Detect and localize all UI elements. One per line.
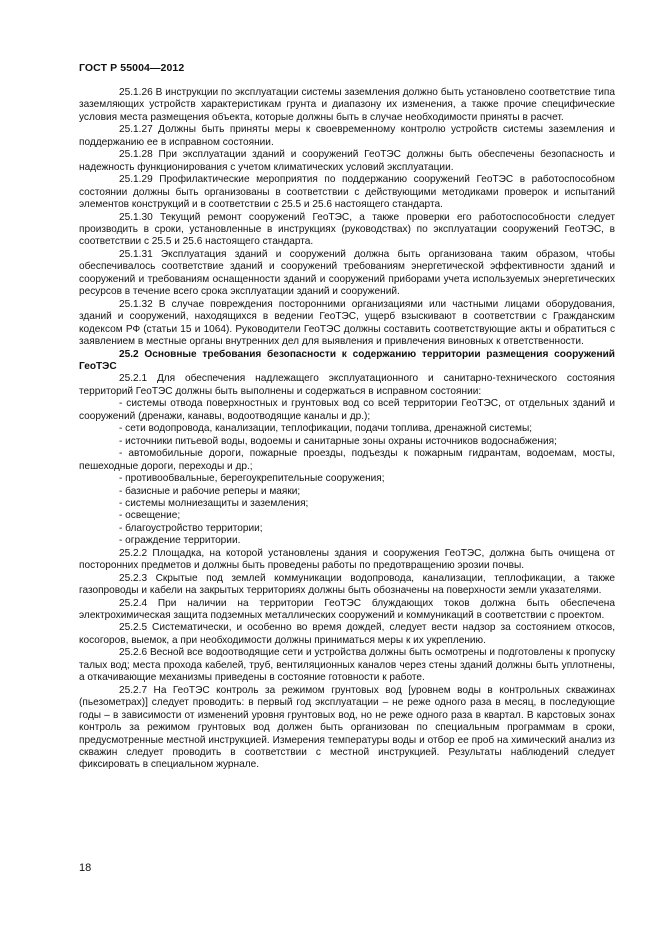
list-item: - автомобильные дороги, пожарные проезды, подъезды к пожарным гидрантам, водоемам, мосты, пешеходные дороги, переходы и др.; bbox=[79, 448, 615, 472]
paragraph-25-1-28: 25.1.28 При эксплуатации зданий и сооружений ГеоТЭС должны быть обеспечены безопасность и надежность функционирования с учетом климатических условий эксплуатации. bbox=[79, 149, 615, 173]
list-item: - сети водопровода, канализации, теплофикации, подачи топлива, дренажной системы; bbox=[119, 423, 533, 435]
section-heading-25-2: 25.2 Основные требования безопасности к содержанию территории размещения сооружений ГеоТЭС bbox=[79, 348, 615, 372]
paragraph-25-1-26: 25.1.26 В инструкции по эксплуатации системы заземления должно быть установлено соответствие типа заземляющих устройств характеристикам грунта и диапазону их изменения, а также прочие специфические условия места размещения объекта, которые должны быть в случае необходимости приняты в расчет. bbox=[79, 87, 615, 123]
paragraph-25-2-4: 25.2.4 При наличии на территории ГеоТЭС блуждающих токов должна быть обеспечена электрохимическая защита подземных металлических сооружений и коммуникаций в соответствии с проектом. bbox=[79, 597, 615, 622]
list-item: - противообвальные, берегоукрепительные сооружения; bbox=[119, 473, 385, 485]
list-item: - освещение; bbox=[119, 510, 181, 522]
paragraph-25-2-5: 25.2.5 Систематически, и особенно во время дождей, следует вести надзор за состоянием откосов, косогоров, выемок, а при необходимости должны приниматься меры к их укреплению. bbox=[79, 622, 615, 646]
paragraph-25-2-1: 25.2.1 Для обеспечения надлежащего эксплуатационного и санитарно-технического состояния территорий ГеоТЭС должны быть выполнены и содержаться в исправном состоянии: bbox=[79, 373, 615, 397]
page-content bbox=[79, 87, 615, 772]
list-item: - благоустройство территории; bbox=[119, 522, 263, 534]
paragraph-25-1-32: 25.1.32 В случае повреждения посторонними организациями или частными лицами оборудования, зданий и сооружений, находящихся в ведении ГеоТЭС, ущерб взыскивают в соответствии с Гражданским кодексом РФ (статьи 15 и 1064). Руководители ГеоТЭС должны составить соответствующие акты и обратиться с заявлением в местные органы внутренних дел для выявления и привлечения виновных к ответственности. bbox=[79, 298, 615, 348]
paragraph-25-1-30: 25.1.30 Текущий ремонт сооружений ГеоТЭС, а также проверки его работоспособности следует производить в сроки, установленные в инструкциях (руководствах) по эксплуатации сооружений ГеоТЭС, в соответствии с 25.5 и 25.6 настоящего стандарта. bbox=[79, 211, 615, 248]
paragraph-25-1-31: 25.1.31 Эксплуатация зданий и сооружений должна быть организована таким образом, чтобы обеспечивалось соответствие зданий и сооружений требованиям энергетической эффективности зданий и сооружений и требованиям оснащенности зданий и сооружений приборами учета используемых энергетических ресурсов в течение всего срока эксплуатации зданий и сооружений. bbox=[79, 248, 615, 298]
paragraph-25-2-7: 25.2.7 На ГеоТЭС контроль за режимом грунтовых вод [уровнем воды в контрольных скважинах (пьезометрах)] следует проводить: в первый год эксплуатации – не реже одного раза в месяц, в последующие годы – в зависимости от изменений уровня грунтовых вод, но не реже одного раза в квартал. В карстовых зонах контроль за режимом грунтовых вод должен быть организован по специальным программам в сроки, предусмотренные местной инструкцией. Измерения температуры воды и отбор ее проб на химический анализ из скважин следует проводить в соответствии с местной инструкцией. Результаты наблюдений следует фиксировать в специальном журнале. bbox=[79, 684, 615, 771]
list-item: - системы отвода поверхностных и грунтовых вод со всей территории ГеоТЭС, от отдельных зданий и сооружений (дренажи, канавы, водоотводящие каналы и др.); bbox=[79, 398, 615, 422]
page-number: 18 bbox=[79, 862, 92, 874]
paragraph-25-1-27: 25.1.27 Должны быть приняты меры к своевременному контролю устройств системы заземления и поддержанию ее в исправном состоянии. bbox=[79, 124, 615, 148]
paragraph-25-2-3: 25.2.3 Скрытые под землей коммуникации водопровода, канализации, теплофикации, а также газопроводы и кабели на закрытых территориях должны быть обозначены на поверхности земли указателями. bbox=[79, 572, 615, 597]
paragraph-25-2-2: 25.2.2 Площадка, на которой установлены здания и сооружения ГеоТЭС, должна быть очищена от посторонних предметов и должны быть проведены работы по предотвращению эрозии почвы. bbox=[79, 547, 615, 572]
list-item: - системы молниезащиты и заземления; bbox=[119, 497, 309, 509]
paragraph-25-1-29: 25.1.29 Профилактические мероприятия по поддержанию сооружений ГеоТЭС в работоспособном состоянии должны быть организованы в соответствии с действующими методиками проверок и испытаний элементов конструкций и в соответствии с 25.5 и 25.6 настоящего стандарта. bbox=[79, 174, 615, 211]
document-header: ГОСТ Р 55004—2012 bbox=[79, 62, 185, 74]
paragraph-25-2-6: 25.2.6 Весной все водоотводящие сети и устройства должны быть осмотрены и подготовлены к пропуску талых вод; места прохода кабелей, труб, вентиляционных каналов через стены зданий должны быть уплотнены, а откачивающие механизмы приведены в состояние готовности к работе. bbox=[79, 647, 615, 684]
list-item: - ограждение территории. bbox=[119, 535, 241, 547]
list-item: - базисные и рабочие реперы и маяки; bbox=[119, 485, 301, 497]
list-item: - источники питьевой воды, водоемы и санитарные зоны охраны источников водоснабжения; bbox=[119, 435, 557, 447]
